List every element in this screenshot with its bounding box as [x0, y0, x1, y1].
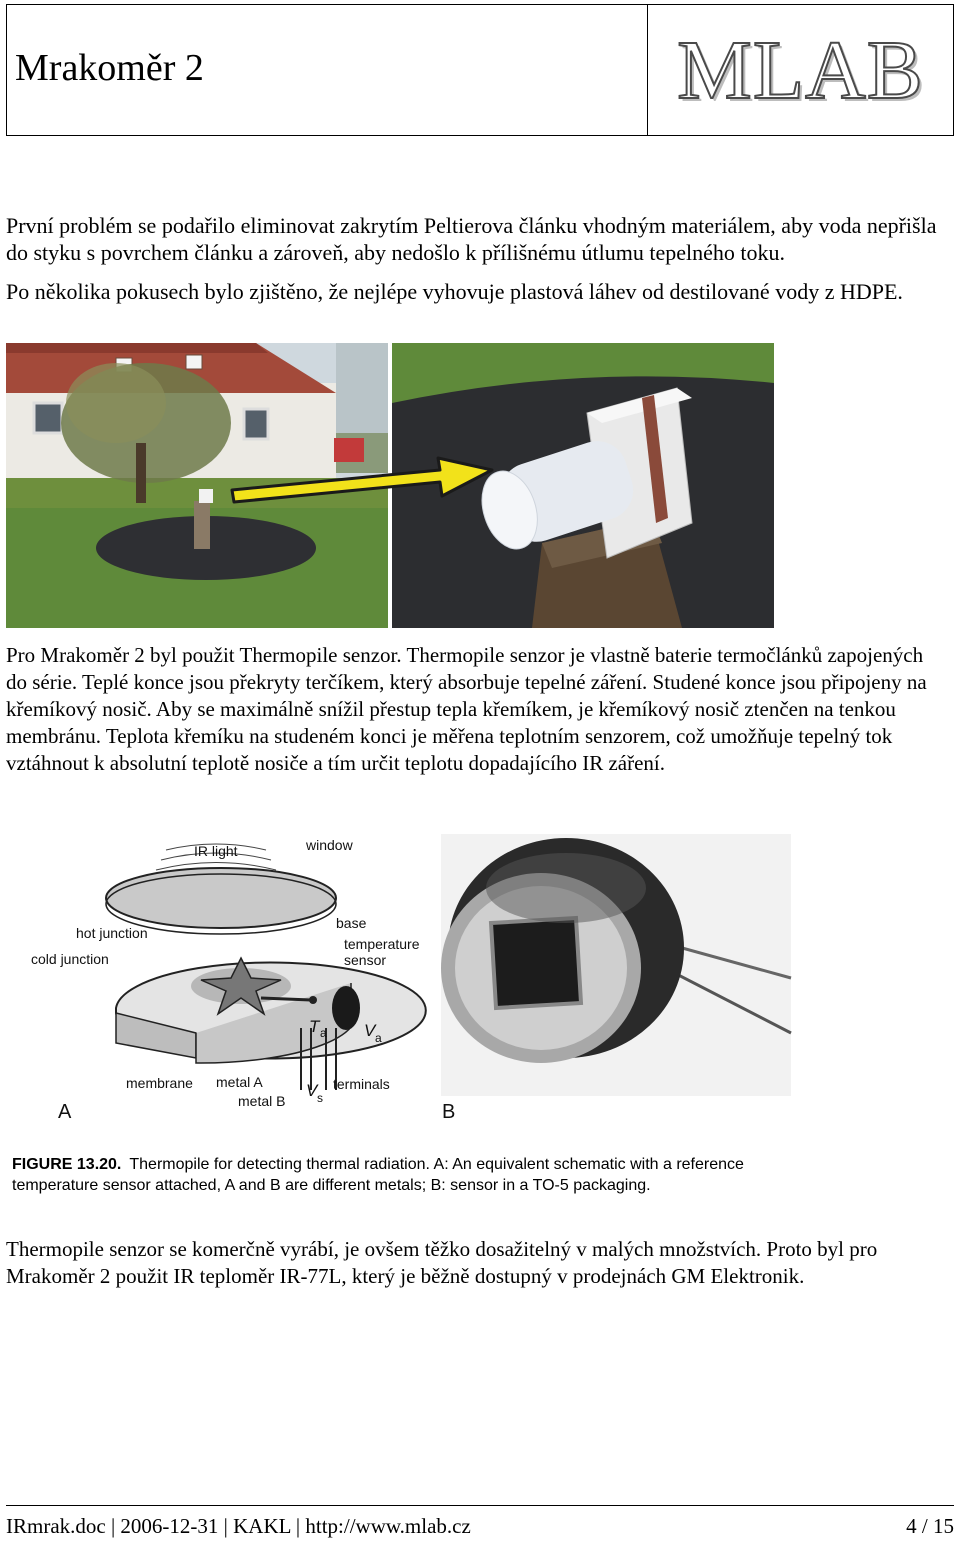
label-cold-junction: cold junction — [31, 951, 109, 967]
label-ir-light: IR light — [194, 843, 238, 859]
label-hot-junction: hot junction — [76, 925, 148, 941]
label-base: base — [336, 915, 367, 931]
to5-sensor-photo — [441, 834, 791, 1096]
figure-caption-text: Thermopile for detecting thermal radiation. A: An equivalent schematic with a reference temperature sensor attached, A and B are different metals; B: sensor in a TO-5 packaging. — [12, 1156, 744, 1194]
paragraph-peltier: První problém se podařilo eliminovat zakrytím Peltierova článku vhodným materiálem, aby voda nepřišla do styku s povrchem článku a zároveň, aby nedošlo k přílišnému útlumu tepelného toku. — [6, 213, 937, 265]
label-panel-a: A — [58, 1101, 72, 1123]
paragraph-thermopile: Pro Mrakoměr 2 byl použit Thermopile senzor. Thermopile senzor je vlastně baterie termočlánků zapojených do série. Teplé konce jsou překryty terčíkem, který absorbuje tepelné záření. Studené konce jsou připojeny na křemíkový nosič. Aby se maximálně snížil přestup tepla křemíkem, je křemíkový nosič ztenčen na tenkou membránu. Teplota křemíku na studeném konci je měřena teplotním senzorem, což umožňuje tepelný tok vztáhnout k absolutní teplotě nosiče a tím určit teplotu dopadajícího IR záření. — [6, 643, 927, 775]
label-va-sub: a — [375, 1031, 382, 1045]
page-number: 4 / 15 — [906, 1513, 954, 1538]
label-window: window — [306, 837, 353, 853]
label-vs: V — [306, 1081, 318, 1100]
page-footer — [6, 1505, 954, 1546]
mlab-logo: MLAB — [677, 23, 924, 117]
label-temperature: temperature — [344, 936, 420, 952]
label-sensor: sensor — [344, 952, 387, 968]
label-metal-a: metal A — [216, 1074, 263, 1090]
thermopile-diagram — [6, 828, 826, 1148]
figure-caption-label: FIGURE 13.20. — [12, 1156, 122, 1173]
label-panel-b: B — [442, 1101, 456, 1123]
logo-cell — [648, 5, 953, 135]
label-metal-b: metal B — [238, 1093, 286, 1109]
garden-photo — [6, 343, 388, 628]
label-ta: T — [309, 1017, 320, 1036]
label-vs-sub: s — [317, 1091, 323, 1105]
label-terminals: terminals — [333, 1076, 390, 1092]
figure-caption — [12, 1154, 822, 1196]
paragraph-ir77l: Thermopile senzor se komerčně vyrábí, je ovšem těžko dosažitelný v malých množstvích. Proto byl pro Mrakoměr 2 použit IR teploměr IR-77L, který je běžně dostupný v prodejnách GM Elektronik. — [6, 1237, 878, 1288]
paragraph-hdpe: Po několika pokusech bylo zjištěno, že nejlépe vyhovuje plastová láhev od destilované vody z HDPE. — [6, 279, 903, 304]
label-ta-sub: a — [320, 1026, 327, 1040]
title-cell — [7, 5, 648, 135]
page-title: Mrakoměr 2 — [15, 47, 204, 89]
thermopile-figure — [6, 828, 826, 1223]
footer-info: IRmrak.doc | 2006-12-31 | KAKL | http://www.mlab.cz — [6, 1513, 471, 1538]
label-va: V — [364, 1021, 376, 1040]
closeup-photo — [392, 343, 774, 628]
label-membrane: membrane — [126, 1075, 193, 1091]
page-header — [6, 4, 954, 136]
